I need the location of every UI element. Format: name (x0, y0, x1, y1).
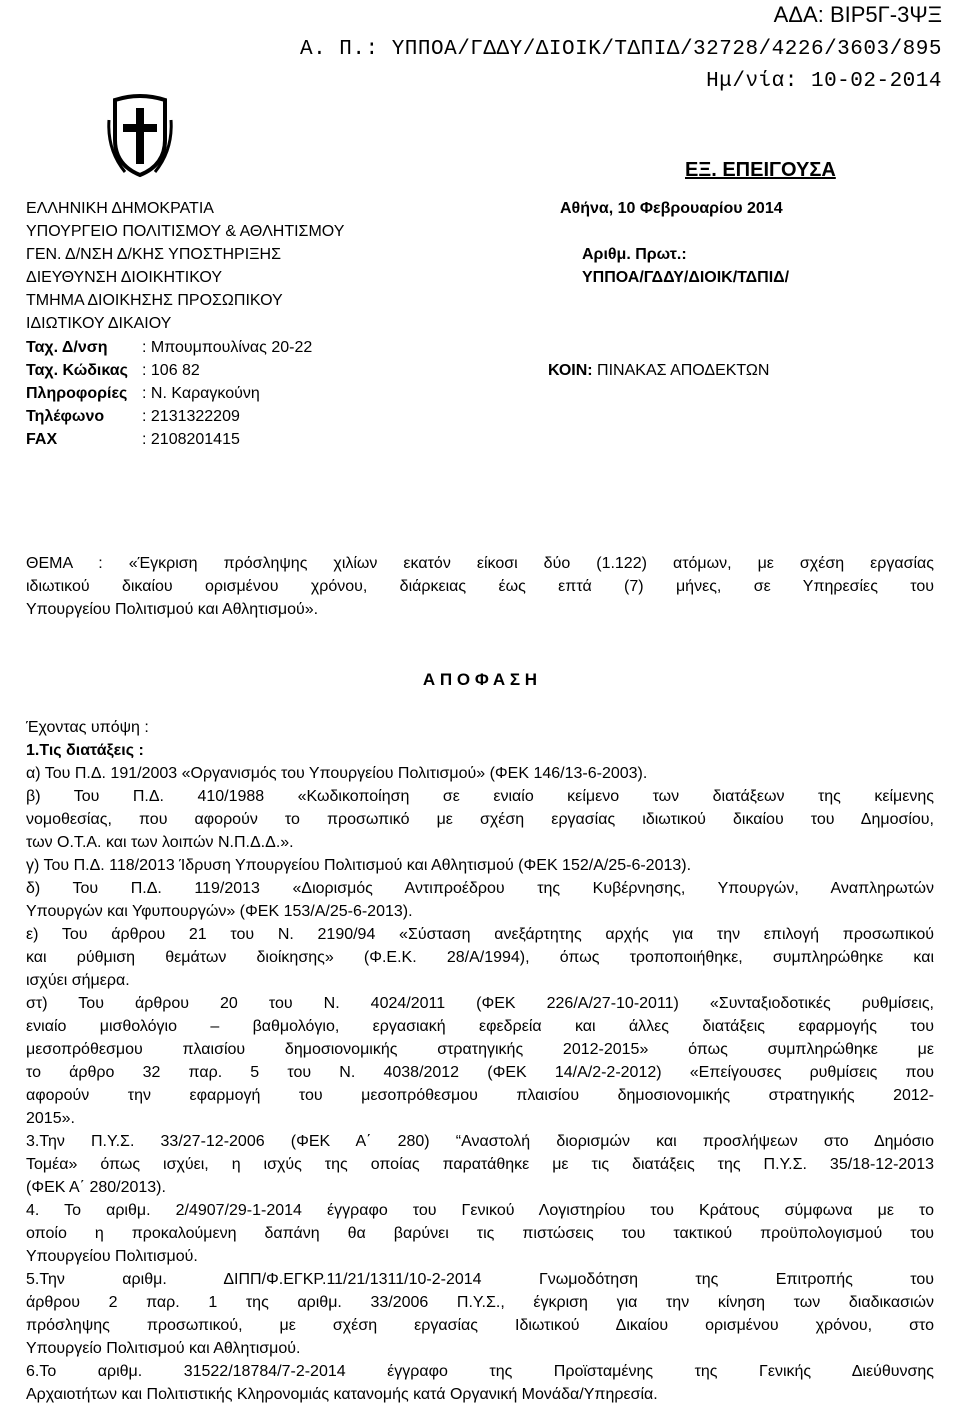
urgency-label: ΕΞ. ΕΠΕΙΓΟΥΣΑ (685, 159, 836, 181)
phone-value: : 2131322209 (142, 408, 240, 425)
body-line: οποίο η προκαλούμενη δαπάνη θα βαρύνει τις πιστώσεις του τακτικού προϋπολογισμού του (26, 1225, 934, 1242)
koin-label: ΚΟΙΝ: (548, 362, 593, 379)
body-line: 5.Την αριθμ. ΔΙΠΠ/Φ.ΕΓΚΡ.11/21/1311/10-2-2014 Γνωμοδότηση της Επιτροπής του (26, 1271, 934, 1288)
body-line: των Ο.Τ.Α. και των λοιπών Ν.Π.Δ.Δ.». (26, 834, 294, 851)
body-line: και ρύθμιση θεμάτων διοίκησης» (Φ.Ε.Κ. 28/Α/1994), όπως τροποποιήθηκε, συμπληρώθηκε και (26, 949, 934, 966)
body-line: 1.Τις διατάξεις : (26, 742, 144, 759)
header-line-4: ΔΙΕΥΘΥΝΣΗ ΔΙΟΙΚΗΤΙΚΟΥ (26, 269, 222, 286)
subject-line-1: ΘΕΜΑ : «Έγκριση πρόσληψης χιλίων εκατόν είκοσι δύο (1.122) ατόμων, με σχέση εργασίας (26, 555, 934, 572)
protocol-value: ΥΠΠΟΑ/ΓΔΔΥ/ΔΙΟΙΚ/ΤΔΠΙΔ/ (582, 269, 790, 286)
body-line: νομοθεσίας, που αφορούν το προσωπικό με σχέση εργασίας ιδιωτικού δικαίου του Δημοσίου, (26, 811, 934, 828)
body-line: μεσοπρόθεσμου πλαισίου δημοσιονομικής στρατηγικής 2012-2015» όπως συμπληρώθηκε με (26, 1041, 934, 1058)
protocol-label: Αριθμ. Πρωτ.: (582, 246, 687, 263)
body-line: α) Του Π.Δ. 191/2003 «Οργανισμός του Υπουργείου Πολιτισμού» (ΦΕΚ 146/13-6-2003). (26, 765, 648, 782)
body-line: Έχοντας υπόψη : (26, 719, 149, 736)
phone-label: Τηλέφωνο (26, 408, 105, 425)
body-line: 3.Την Π.Υ.Σ. 33/27-12-2006 (ΦΕΚ Α΄ 280) “Αναστολή διορισμών και προσλήψεων στο Δημόσιο (26, 1133, 934, 1150)
header-line-2: ΥΠΟΥΡΓΕΙΟ ΠΟΛΙΤΙΣΜΟΥ & ΑΘΛΗΤΙΣΜΟΥ (26, 223, 345, 240)
body-line: άρθρου 2 παρ. 1 της αριθμ. 33/2006 Π.Υ.Σ., έγκριση για την κίνηση των διαδικασιών (26, 1294, 934, 1311)
body-line: Υπουργείου Πολιτισμού. (26, 1248, 198, 1265)
body-line: δ) Του Π.Δ. 119/2013 «Διορισμός Αντιπροέδρου της Κυβέρνησης, Υπουργών, Αναπληρωτών (26, 880, 934, 897)
body-line: Υπουργών και Υφυπουργών» (ΦΕΚ 153/Α/25-6-2013). (26, 903, 413, 920)
decision-title: Α Π Ο Φ Α Σ Η (422, 670, 538, 689)
body-line: 6.Το αριθμ. 31522/18784/7-2-2014 έγγραφο της Προϊσταμένης της Γενικής Διεύθυνσης (26, 1363, 934, 1380)
body-line: Αρχαιοτήτων και Πολιτιστικής Κληρονομιάς κατανομής κατά Οργανική Μονάδα/Υπηρεσία. (26, 1386, 658, 1403)
body-line: ε) Του άρθρου 21 του Ν. 2190/94 «Σύσταση ανεξάρτητης αρχής για την επιλογή προσωπικού (26, 926, 934, 943)
koin-value: ΠΙΝΑΚΑΣ ΑΠΟΔΕΚΤΩΝ (592, 362, 770, 379)
subject-line-2: ιδιωτικού δικαίου ορισμένου χρόνου, διάρκειας έως επτά (7) μήνες, σε Υπηρεσίες του (26, 578, 934, 595)
greek-emblem-icon (105, 90, 175, 180)
body-line: το άρθρο 32 παρ. 5 του Ν. 4038/2012 (ΦΕΚ 14/Α/2-2-2012) «Επείγουσες ρυθμίσεις που (26, 1064, 934, 1081)
fax-label: FAX (26, 431, 58, 448)
fax-value: : 2108201415 (142, 431, 240, 448)
ada-code: ΑΔΑ: ΒΙΡ5Γ-3ΨΞ (773, 2, 942, 27)
info-value: : Ν. Καραγκούνη (142, 385, 260, 402)
header-line-6: ΙΔΙΩΤΙΚΟΥ ΔΙΚΑΙΟΥ (26, 315, 172, 332)
header-line-5: ΤΜΗΜΑ ΔΙΟΙΚΗΣΗΣ ΠΡΟΣΩΠΙΚΟΥ (26, 292, 283, 309)
address-value: : Μπουμπουλίνας 20-22 (142, 339, 313, 356)
body-line: στ) Του άρθρου 20 του Ν. 4024/2011 (ΦΕΚ 226/Α/27-10-2011) «Συνταξιοδοτικές ρυθμίσεις, (26, 995, 934, 1012)
recipients-line (548, 359, 769, 382)
postcode-label: Ταχ. Κώδικας (26, 362, 128, 379)
body-line: Υπουργείο Πολιτισμού και Αθλητισμού. (26, 1340, 301, 1357)
body-line: ισχύει σήμερα. (26, 972, 130, 989)
subject-line-3: Υπουργείου Πολιτισμού και Αθλητισμού». (26, 601, 319, 618)
body-line: πρόσληψης προσωπικού, με σχέση εργασίας Ιδιωτικού Δικαίου ορισμένου χρόνου, στο (26, 1317, 934, 1334)
body-line: 4. Το αριθμ. 2/4907/29-1-2014 έγγραφο του Γενικού Λογιστηρίου του Κράτους σύμφωνα με το (26, 1202, 934, 1219)
body-line: Τομέα» όπως ισχύει, η ισχύς της οποίας παρατάθηκε με τις διατάξεις της Π.Υ.Σ. 35/18-12-2013 (26, 1156, 934, 1173)
body-line: (ΦΕΚ Α΄ 280/2013). (26, 1179, 166, 1196)
place-date: Αθήνα, 10 Φεβρουαρίου 2014 (560, 200, 783, 217)
body-line: 2015». (26, 1110, 75, 1127)
date-reference: Ημ/νία: 10-02-2014 (706, 70, 942, 93)
protocol-reference: Α. Π.: ΥΠΠΟΑ/ΓΔΔΥ/ΔΙΟΙΚ/ΤΔΠΙΔ/32728/4226/3603/895 (299, 38, 942, 61)
info-label: Πληροφορίες (26, 385, 128, 402)
header-line-1: ΕΛΛΗΝΙΚΗ ΔΗΜΟΚΡΑΤΙΑ (26, 200, 214, 217)
body-line: γ) Του Π.Δ. 118/2013 Ίδρυση Υπουργείου Πολιτισμού και Αθλητισμού (ΦΕΚ 152/Α/25-6-2013). (26, 857, 692, 874)
postcode-value: : 106 82 (142, 362, 200, 379)
address-label: Ταχ. Δ/νση (26, 339, 108, 356)
header-line-3: ΓΕΝ. Δ/ΝΣΗ Δ/ΚΗΣ ΥΠΟΣΤΗΡΙΞΗΣ (26, 246, 281, 263)
body-line: ενιαίο μισθολόγιο – βαθμολόγιο, εργασιακή εφεδρεία και άλλες διατάξεις εφαρμογής του (26, 1018, 934, 1035)
body-line: β) Του Π.Δ. 410/1988 «Κωδικοποίηση σε ενιαίο κείμενο των διατάξεων της κείμενης (26, 788, 934, 805)
body-line: αφορούν την εφαρμογή του μεσοπρόθεσμου πλαισίου δημοσιονομικής στρατηγικής 2012- (26, 1087, 934, 1104)
